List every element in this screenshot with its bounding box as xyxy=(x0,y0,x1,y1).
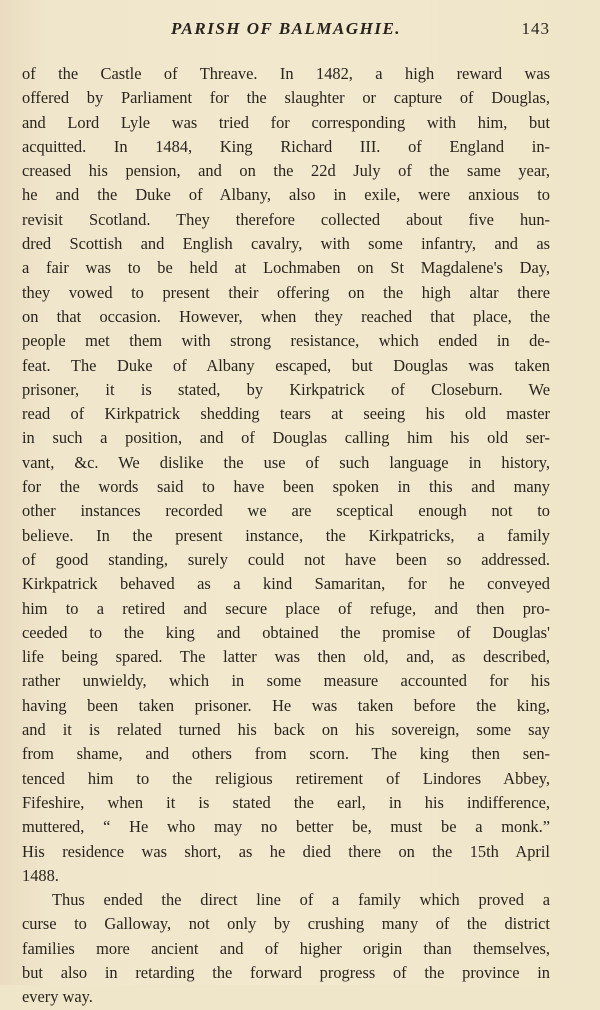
page-header xyxy=(22,19,550,45)
page-number: 143 xyxy=(521,19,550,38)
text-line: Fifeshire, when it is stated the earl, in his indifference, xyxy=(22,792,550,812)
text-line: 1488. xyxy=(22,865,59,885)
text-line: in such a position, and of Douglas calling him his old ser- xyxy=(22,428,550,448)
text-line: offered by Parliament for the slaughter or capture of Douglas, xyxy=(22,88,550,108)
text-line: for the words said to have been spoken in this and many xyxy=(22,477,550,497)
text-line: ceeded to the king and obtained the promise of Douglas' xyxy=(22,622,550,642)
text-line: creased his pension, and on the 22d July of the same year, xyxy=(22,161,550,181)
text-line: tenced him to the religious retirement of Lindores Abbey, xyxy=(22,768,550,788)
text-line: curse to Galloway, not only by crushing many of the district xyxy=(22,914,550,934)
text-line: on that occasion. However, when they reached that place, the xyxy=(22,306,550,326)
text-line: His residence was short, as he died there on the 15th April xyxy=(22,841,550,861)
text-line: believe. In the present instance, the Kirkpatricks, a family xyxy=(22,525,550,545)
text-line: and it is related turned his back on his sovereign, some say xyxy=(22,720,550,740)
text-line: a fair was to be held at Lochmaben on St Magdalene's Day, xyxy=(22,258,550,278)
text-line: rather unwieldy, which in some measure accounted for his xyxy=(22,671,550,691)
text-line: families more ancient and of higher origin than themselves, xyxy=(22,938,550,958)
text-line: dred Scottish and English cavalry, with some infantry, and as xyxy=(22,234,550,254)
text-line: acquitted. In 1484, King Richard III. of England in- xyxy=(22,136,550,156)
text-line: vant, &c. We dislike the use of such language in history, xyxy=(22,452,550,472)
text-line: read of Kirkpatrick shedding tears at seeing his old master xyxy=(22,404,550,424)
text-line: life being spared. The latter was then old, and, as described, xyxy=(22,647,550,667)
text-line: he and the Duke of Albany, also in exile, were anxious to xyxy=(22,185,550,205)
text-line: of the Castle of Threave. In 1482, a high reward was xyxy=(22,64,550,83)
text-line: other instances recorded we are sceptical enough not to xyxy=(22,501,550,521)
running-title: PARISH OF BALMAGHIE. xyxy=(170,19,402,38)
text-line: but also in retarding the forward progress of the province in xyxy=(22,962,550,982)
text-line: revisit Scotland. They therefore collected about five hun- xyxy=(22,209,550,229)
text-line: muttered, “ He who may no better be, must be a monk.” xyxy=(22,817,550,837)
text-line: him to a retired and secure place of refuge, and then pro- xyxy=(22,598,550,618)
text-line: they vowed to present their offering on the high altar there xyxy=(22,282,550,302)
text-line: Thus ended the direct line of a family which proved a xyxy=(52,890,550,910)
text-line: of good standing, surely could not have been so addressed. xyxy=(22,549,550,569)
text-line: from shame, and others from scorn. The king then sen- xyxy=(22,744,550,764)
text-line: feat. The Duke of Albany escaped, but Douglas was taken xyxy=(22,355,550,375)
body-text xyxy=(22,62,550,1010)
text-line: people met them with strong resistance, which ended in de- xyxy=(22,331,550,351)
text-line: Kirkpatrick behaved as a kind Samaritan, for he conveyed xyxy=(22,574,550,594)
text-line: every way. xyxy=(22,987,93,1007)
text-line: having been taken prisoner. He was taken before the king, xyxy=(22,695,550,715)
text-line: and Lord Lyle was tried for corresponding with him, but xyxy=(22,112,550,132)
text-line: prisoner, it is stated, by Kirkpatrick of Closeburn. We xyxy=(22,379,550,399)
